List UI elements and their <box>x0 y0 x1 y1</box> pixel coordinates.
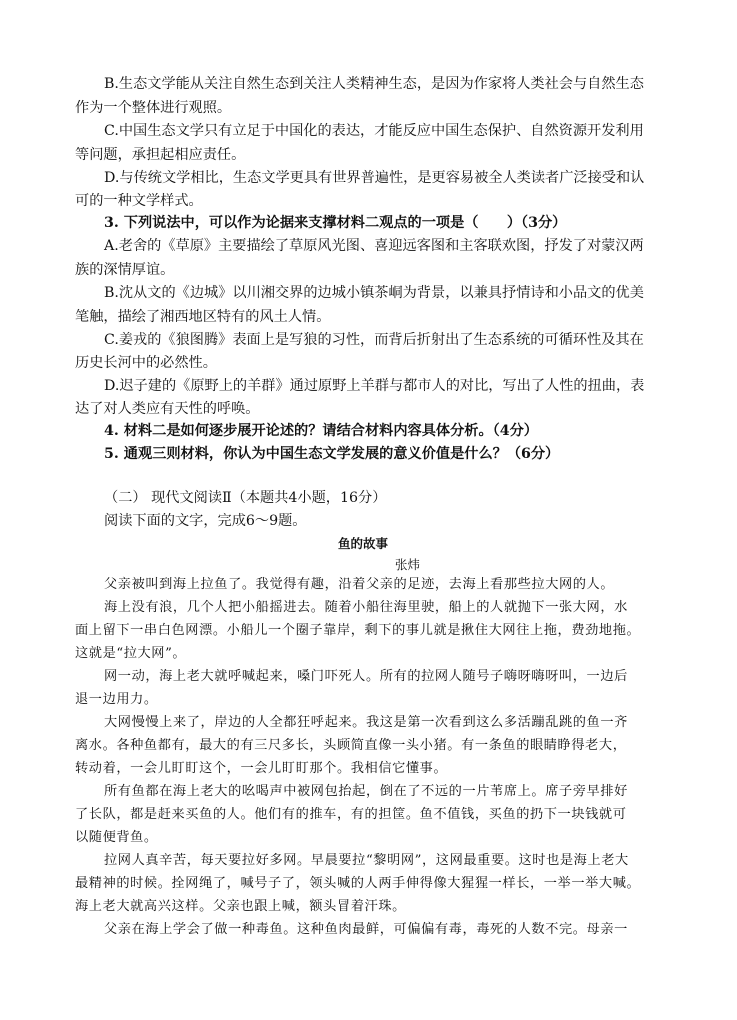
text-line: 4. 材料二是如何逐步展开论述的？请结合材料内容具体分析。（4分） <box>104 423 538 439</box>
story-title: 鱼的故事 <box>338 536 389 551</box>
story-line: 父亲被叫到海上拉鱼了。我觉得有趣，沿着父亲的足迹，去海上看那些拉大网的人。 <box>104 577 615 592</box>
text-line: 3. 下列说法中，可以作为论据来支撑材料二观点的一项是（ ）（3分） <box>104 215 567 231</box>
story-line: 海上没有浪，几个人把小船摇进去。随着小船往海里驶，船上的人就抛下一张大网，水 <box>104 600 628 615</box>
text-line: D.迟子建的《原野上的羊群》通过原野上羊群与都市人的对比，写出了人性的扭曲，表 <box>104 378 645 394</box>
story-line: 转动着，一会儿盯盯这个，一会儿盯盯那个。我相信它懂事。 <box>75 761 448 776</box>
text-line: C.中国生态文学只有立足于中国化的表达，才能反应中国生态保护、自然资源开发利用 <box>104 123 644 139</box>
text-line: 可的一种文学样式。 <box>75 193 203 209</box>
story-line: 拉网人真辛苦，每天要拉好多网。早晨要拉“黎明网”，这网最重要。这时也是海上老大 <box>104 853 629 868</box>
text-line: 达了对人类应有天性的呼唤。 <box>75 401 260 417</box>
story-line: 退一边用力。 <box>75 692 158 707</box>
story-line: 离水。各种鱼都有，最大的有三尺多长，头顾简直像一头小猪。有一条鱼的眼睛睁得老大， <box>75 738 627 753</box>
story-author: 张炜 <box>395 557 421 572</box>
text-line: 作为一个整体进行观照。 <box>75 100 232 116</box>
story-line: 父亲在海上学会了做一种毒鱼。这种鱼肉最鲜，可偏偏有毒，毒死的人数不完。母亲一 <box>104 922 628 937</box>
text-line: 历史长河中的必然性。 <box>75 355 217 371</box>
text-line: 族的深情厚谊。 <box>75 262 175 278</box>
story-line: 面上留下一串白色网漂。小船儿一个圈子靠岸，剩下的事儿就是揪住大网往上拖，费劲地拖。 <box>75 623 641 638</box>
text-line: B.生态文学能从关注自然生态到关注人类精神生态，是因为作家将人类社会与自然生态 <box>104 76 644 92</box>
story-line: 所有鱼都在海上老大的吆喝声中被网包抬起，倒在了不远的一片苇席上。席子旁早排好 <box>104 784 628 799</box>
text-line: 等问题，承担起相应责任。 <box>75 147 246 163</box>
story-line: 以随便背鱼。 <box>75 830 158 845</box>
text-line: A.老舍的《草原》主要描绘了草原风光图、喜迎远客图和主客联欢图，抒发了对蒙汉两 <box>104 238 644 254</box>
text-line: B.沈从文的《边城》以川湘交界的边城小镇茶峒为背景，以兼具抒情诗和小品文的优美 <box>104 285 644 301</box>
story-line: 海上老大就高兴这样。父亲也跟上喊，额头冒着汗珠。 <box>75 899 406 914</box>
text-line: 阅读下面的文字，完成6～9题。 <box>104 513 307 529</box>
text-line: （二） 现代文阅读Ⅱ（本题共4小题，16分） <box>104 490 387 506</box>
story-line: 大网慢慢上来了，岸边的人全都狂呼起来。我这是第一次看到这么多活蹦乱跳的鱼一齐 <box>104 715 628 730</box>
story-line: 网一动，海上老大就呼喊起来，嗓门吓死人。所有的拉网人随号子嗨呀嗨呀叫，一边后 <box>104 669 628 684</box>
text-line: 5. 通观三则材料，你认为中国生态文学发展的意义价值是什么？（6分） <box>104 446 560 462</box>
story-line: 这就是“拉大网”。 <box>75 646 187 661</box>
text-line: D.与传统文学相比，生态文学更具有世界普遍性，是更容易被全人类读者广泛接受和认 <box>104 170 645 186</box>
text-line: 笔触，描绘了湘西地区特有的风土人情。 <box>75 309 331 325</box>
text-line: C.姜戎的《狼图腾》表面上是写狼的习性，而背后折射出了生态系统的可循环性及其在 <box>104 332 644 348</box>
story-line: 了长队，都是赶来买鱼的人。他们有的推车，有的担筐。鱼不值钱，买鱼的扔下一块钱就可 <box>75 807 627 822</box>
story-line: 最精神的时候。拴网绳了，喊号子了，领头喊的人两手伸得像大猩猩一样长，一举一举大喊。 <box>75 876 641 891</box>
